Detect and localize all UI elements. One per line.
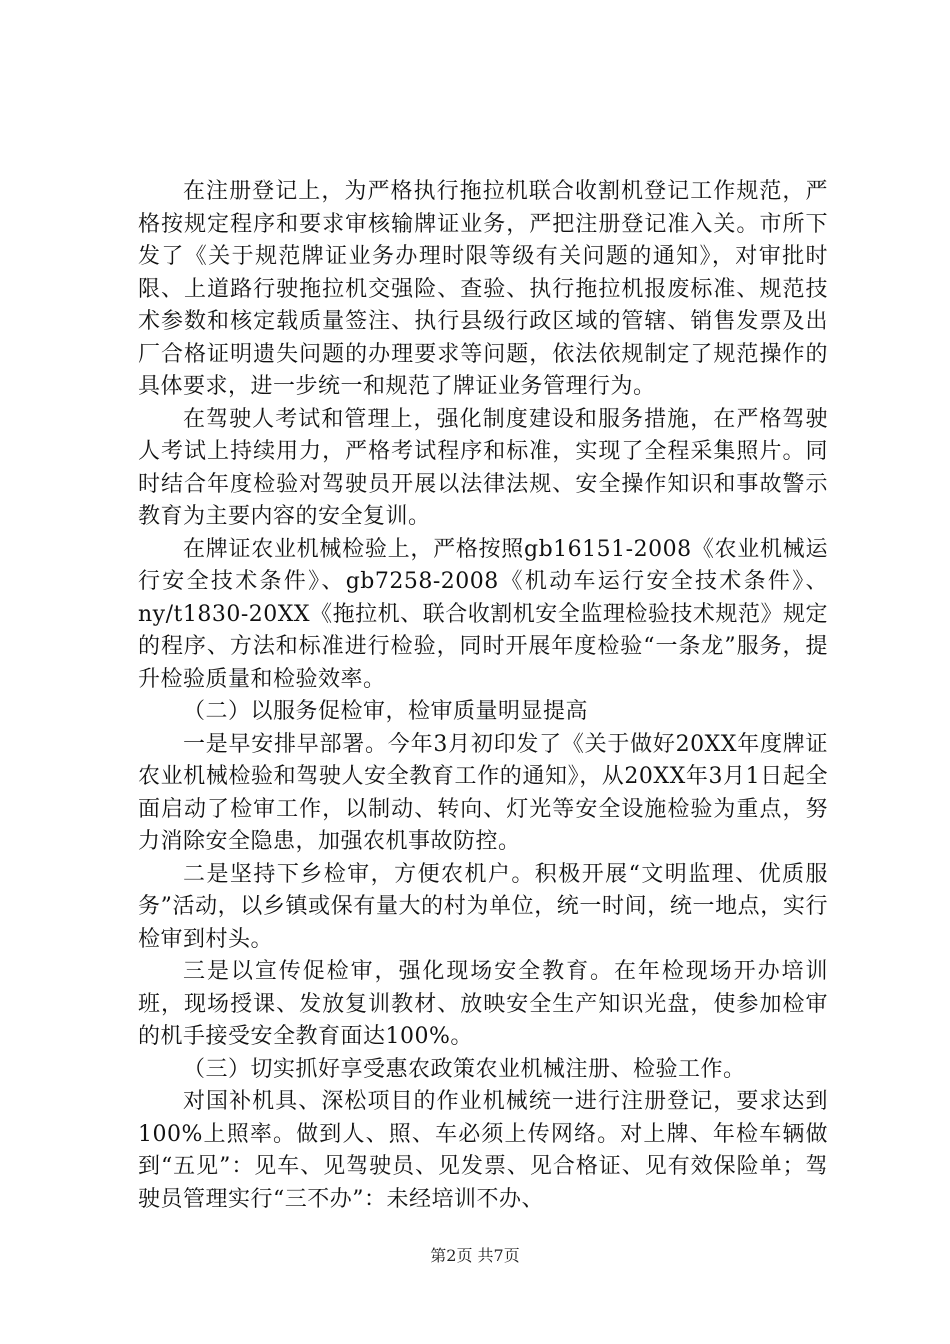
- paragraph-early-arrangement: 一是早安排早部署。今年3月初印发了《关于做好20XX年度牌证农业机械检验和驾驶人安全教育工作的通知》，从20XX年3月1日起全面启动了检审工作，以制动、转向、灯光等安全设施检验为重点，努力消除安全隐患，加强农机事故防控。: [138, 731, 828, 854]
- section-heading-2: （二）以服务促检审，检审质量明显提高: [183, 699, 589, 724]
- paragraph-rural-inspection: 二是坚持下乡检审，方便农机户。积极开展“文明监理、优质服务”活动，以乡镇或保有量大的村为单位，统一时间，统一地点，实行检审到村头。: [138, 861, 828, 952]
- paragraph-registration: 在注册登记上，为严格执行拖拉机联合收割机登记工作规范，严格按规定程序和要求审核输牌证业务，严把注册登记准入关。市所下发了《关于规范牌证业务办理时限等级有关问题的通知》，对审批时限、上道路行驶拖拉机交强险、查验、执行拖拉机报废标准、规范技术参数和核定载质量签注、执行县级行政区域的管辖、销售发票及出厂合格证明遗失问题的办理要求等问题，依法依规制定了规范操作的具体要求，进一步统一和规范了牌证业务管理行为。: [138, 179, 828, 399]
- paragraph-inspection: 在牌证农业机械检验上，严格按照gb16151-2008《农业机械运行安全技术条件》、gb7258-2008《机动车运行安全技术条件》、ny/t1830-20XX《拖拉机、联合收割机安全监理检验技术规范》规定的程序、方法和标准进行检验，同时开展年度检验“一条龙”服务，提升检验质量和检验效率。: [138, 536, 828, 692]
- section-heading-3: （三）切实抓好享受惠农政策农业机械注册、检验工作。: [183, 1056, 746, 1082]
- paragraph-safety-education: 三是以宣传促检审，强化现场安全教育。在年检现场开办培训班，现场授课、发放复训教材、放映安全生产知识光盘，使参加检审的机手接受安全教育面达100%。: [138, 959, 828, 1049]
- document-body: [138, 176, 828, 1216]
- paragraph-driver-exam: 在驾驶人考试和管理上，强化制度建设和服务措施，在严格驾驶人考试上持续用力，严格考试程序和标准，实现了全程采集照片。同时结合年度检验对驾驶员开展以法律法规、安全操作知识和事故警示教育为主要内容的安全复训。: [138, 406, 828, 529]
- page-footer: 第2页 共7页: [430, 1246, 520, 1265]
- paragraph-subsidy-machinery: 对国补机具、深松项目的作业机械统一进行注册登记，要求达到100%上照率。做到人、照、车必须上传网络。对上牌、年检车辆做到“五见”：见车、见驾驶员、见发票、见合格证、见有效保险单；驾驶员管理实行“三不办”：未经培训不办、: [138, 1089, 828, 1212]
